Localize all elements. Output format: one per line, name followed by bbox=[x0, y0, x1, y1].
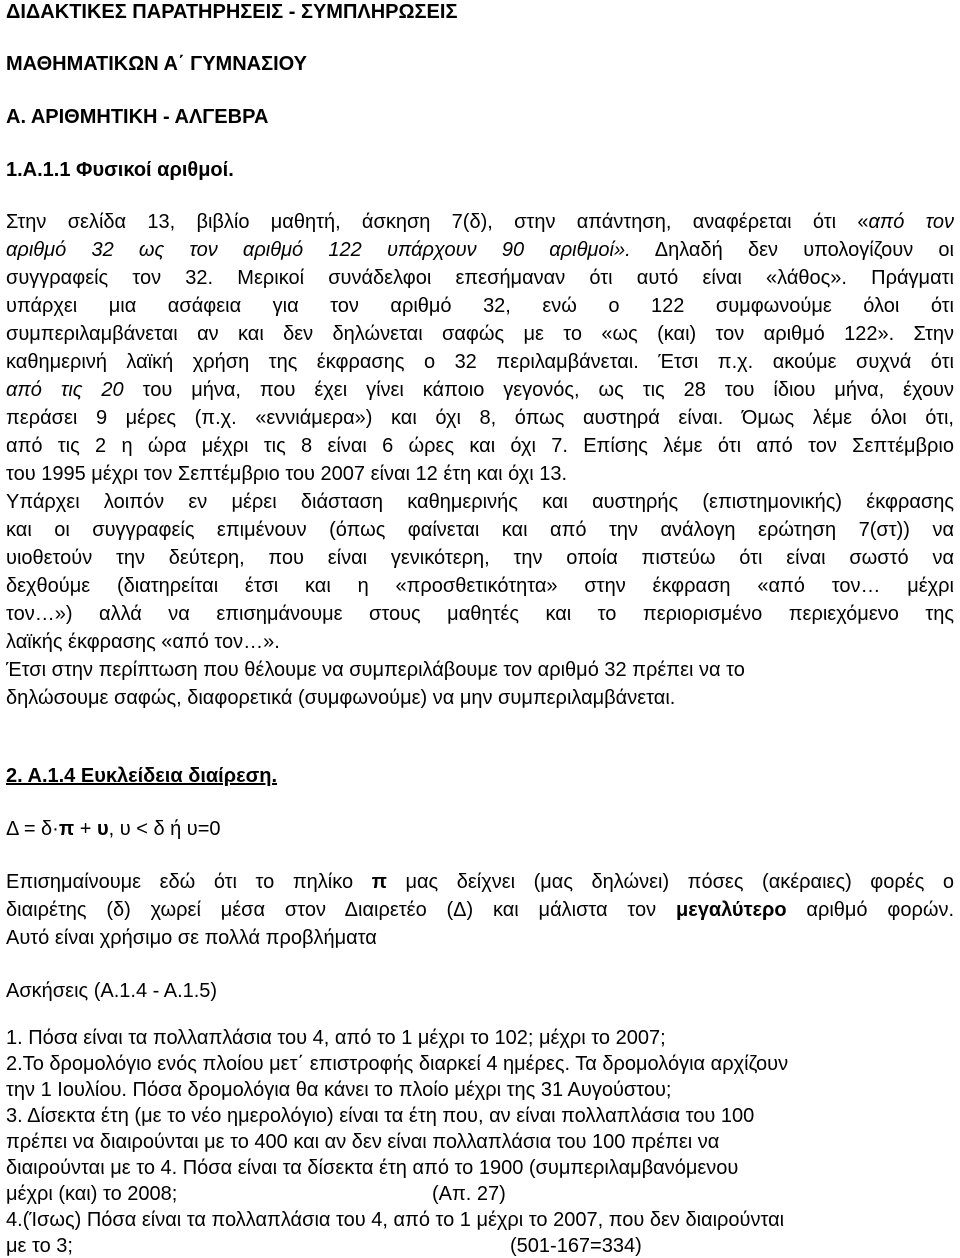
exercise-4: 4.(Ίσως) Πόσα είναι τα πολλαπλάσια του 4, από το 1 μέχρι το 2007, που δεν διαιρούνται bbox=[6, 1209, 785, 1231]
paragraph-line: περάσει 9 μέρες (π.χ. «εννιάμερα») και όχι 8, όπως αυστηρά είναι. Όμως λέμε όλοι ότι, bbox=[6, 407, 954, 429]
paragraph-line: αριθμό 32 ως τον αριθμό 122 υπάρχουν 90 αριθμοί». Δηλαδή δεν υπολογίζουν οι bbox=[6, 239, 954, 261]
paragraph-line: υπάρχει μια ασάφεια για τον αριθμό 32, ενώ ο 122 συμφωνούμε όλοι ότι bbox=[6, 295, 954, 317]
paragraph-line: Υπάρχει λοιπόν εν μέρει διάσταση καθημερινής και αυστηρής (επιστημονικής) έκφρασης bbox=[6, 491, 954, 513]
exercise-2: 2.Το δρομολόγιο ενός πλοίου μετ΄ επιστροφής διαρκεί 4 ημέρες. Τα δρομολόγια αρχίζουν bbox=[6, 1053, 789, 1075]
paragraph-line: συγγραφείς τον 32. Μερικοί συνάδελφοι επεσήμαναν ότι αυτό είναι «λάθος». Πράγματι bbox=[6, 267, 954, 289]
paragraph-line: από τις 20 του μήνα, που έχει γίνει κάποιο γεγονός, ως τις 28 του ίδιου μήνα, έχουν bbox=[6, 379, 954, 401]
exercise-3-cont: πρέπει να διαιρούνται με το 400 και αν δεν είναι πολλαπλάσια του 100 πρέπει να bbox=[6, 1131, 720, 1153]
exercises-heading: Ασκήσεις (Α.1.4 - Α.1.5) bbox=[6, 980, 218, 1002]
division-formula: Δ = δ·π + υ, υ < δ ή υ=0 bbox=[6, 818, 221, 840]
exercise-3-cont: μέχρι (και) το 2008; bbox=[6, 1183, 178, 1205]
paragraph-line: καθημερινή λαϊκή χρήση της έκφρασης ο 32 περιλαμβάνεται. Έτσι π.χ. ακούμε συχνά ότι bbox=[6, 351, 954, 373]
exercise-4-cont: με το 3; bbox=[6, 1235, 73, 1257]
paragraph-line: Έτσι στην περίπτωση που θέλουμε να συμπεριλάβουμε τον αριθμό 32 πρέπει να το bbox=[6, 659, 745, 681]
paragraph-line: Αυτό είναι χρήσιμο σε πολλά προβλήματα bbox=[6, 927, 377, 949]
paragraph-line: τον…») αλλά να επισημάνουμε στους μαθητές και το περιορισμένο περιεχόμενο της bbox=[6, 603, 954, 625]
paragraph-line: Στην σελίδα 13, βιβλίο μαθητή, άσκηση 7(δ), στην απάντηση, αναφέρεται ότι «από τον bbox=[6, 211, 954, 233]
exercise-3-answer: (Απ. 27) bbox=[432, 1183, 506, 1205]
exercise-3: 3. Δίσεκτα έτη (με το νέο ημερολόγιο) είναι τα έτη που, αν είναι πολλαπλάσια του 100 bbox=[6, 1105, 755, 1127]
paragraph-line: υιοθετούν την δεύτερη, που είναι γενικότερη, την οποία πιστεύω ότι είναι σωστό να bbox=[6, 547, 954, 569]
document-subtitle: ΜΑΘΗΜΑΤΙΚΩΝ Α΄ ΓΥΜΝΑΣΙΟΥ bbox=[6, 53, 307, 75]
section-heading-natural-numbers: 1.Α.1.1 Φυσικοί αριθμοί. bbox=[6, 159, 234, 181]
section-heading-euclidean-division: 2. Α.1.4 Ευκλείδεια διαίρεση. bbox=[6, 765, 278, 787]
paragraph-line: Επισημαίνουμε εδώ ότι το πηλίκο π μας δείχνει (μας δηλώνει) πόσες (ακέραιες) φορές ο bbox=[6, 871, 954, 893]
paragraph-line: και οι συγγραφείς επιμένουν (όπως φαίνεται και από την ανάλογη ερώτηση 7(στ)) να bbox=[6, 519, 954, 541]
paragraph-line: από τις 2 η ώρα μέχρι τις 8 είναι 6 ώρες και όχι 7. Επίσης λέμε ότι από τον Σεπτέμβριο bbox=[6, 435, 954, 457]
paragraph-line: λαϊκής έκφρασης «από τον…». bbox=[6, 631, 280, 653]
paragraph-line: συμπεριλαμβάνεται αν και δεν δηλώνεται σαφώς με το «ως (και) τον αριθμό 122». Στην bbox=[6, 323, 954, 345]
paragraph-line: του 1995 μέχρι τον Σεπτέμβριο του 2007 είναι 12 έτη και όχι 13. bbox=[6, 463, 568, 485]
exercise-2-cont: την 1 Ιουλίου. Πόσα δρομολόγια θα κάνει το πλοίο μέχρι της 31 Αυγούστου; bbox=[6, 1079, 672, 1101]
paragraph-line: διαιρέτης (δ) χωρεί μέσα στον Διαιρετέο (Δ) και μάλιστα τον μεγαλύτερο αριθμό φορών. bbox=[6, 899, 954, 921]
exercise-4-answer: (501-167=334) bbox=[510, 1235, 642, 1257]
paragraph-line: δεχθούμε (διατηρείται έτσι και η «προσθετικότητα» στην έκφραση «από τον… μέχρι bbox=[6, 575, 954, 597]
paragraph-line: δηλώσουμε σαφώς, διαφορετικά (συμφωνούμε) να μην συμπεριλαμβάνεται. bbox=[6, 687, 676, 709]
exercise-1: 1. Πόσα είναι τα πολλαπλάσια του 4, από το 1 μέχρι το 102; μέχρι το 2007; bbox=[6, 1027, 666, 1049]
document-title: ΔΙΔΑΚΤΙΚΕΣ ΠΑΡΑΤΗΡΗΣΕΙΣ - ΣΥΜΠΛΗΡΩΣΕΙΣ bbox=[6, 1, 458, 23]
part-heading: Α. ΑΡΙΘΜΗΤΙΚΗ - ΑΛΓΕΒΡΑ bbox=[6, 106, 269, 128]
exercise-3-cont: διαιρούνται με το 4. Πόσα είναι τα δίσεκτα έτη από το 1900 (συμπεριλαμβανόμενου bbox=[6, 1157, 739, 1179]
